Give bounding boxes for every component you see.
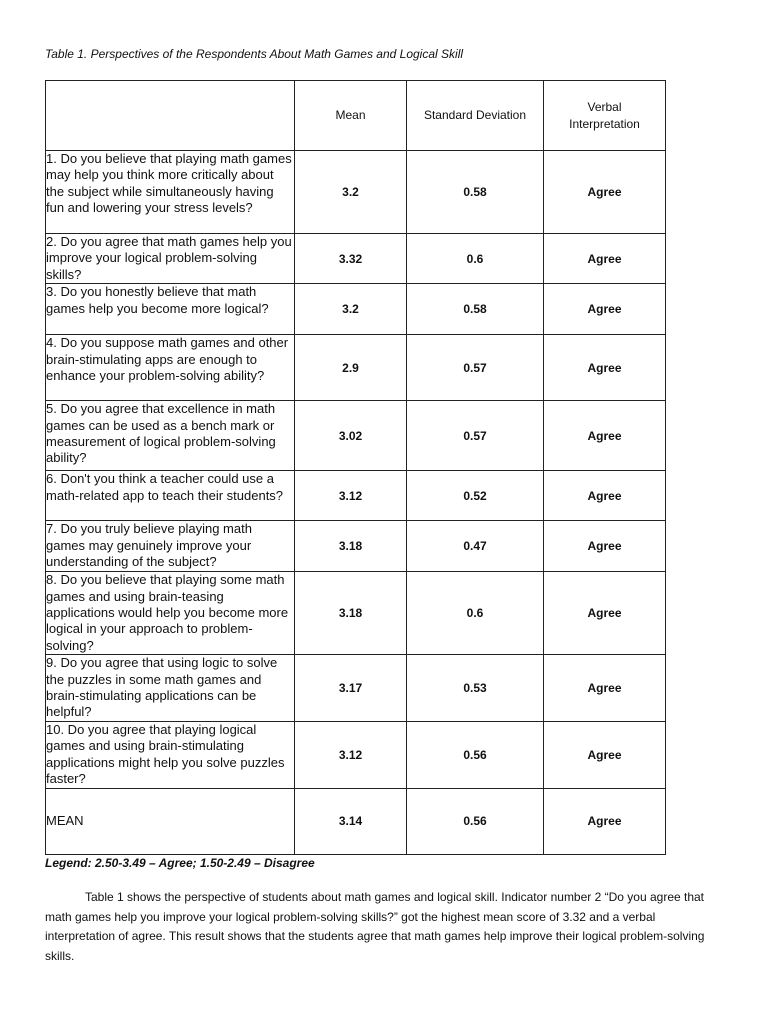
sd-cell: 0.47	[407, 521, 544, 572]
mean-cell: 3.32	[295, 234, 407, 284]
mean-cell: 3.2	[295, 284, 407, 335]
mean-cell: 3.18	[295, 521, 407, 572]
interpretation-cell: Agree	[544, 471, 666, 521]
question-cell: 8. Do you believe that playing some math games and using brain-teasing applications would help you become more logical in your approach to problem-solving?	[46, 572, 295, 655]
table-row	[46, 521, 666, 572]
header-verbal-interpretation: Verbal Interpretation	[544, 81, 666, 151]
sd-cell: 0.56	[407, 721, 544, 788]
mean-cell: 3.17	[295, 655, 407, 722]
interpretation-cell: Agree	[544, 401, 666, 471]
sd-cell: 0.53	[407, 655, 544, 722]
question-cell: 1. Do you believe that playing math games may help you think more critically about the subject while simultaneously having fun and lowering your stress levels?	[46, 151, 295, 234]
question-cell: 2. Do you agree that math games help you improve your logical problem-solving skills?	[46, 234, 295, 284]
header-standard-deviation: Standard Deviation	[407, 81, 544, 151]
interpretation-cell: Agree	[544, 335, 666, 401]
question-cell: 7. Do you truly believe playing math games may genuinely improve your understanding of the subject?	[46, 521, 295, 572]
body-paragraph: Table 1 shows the perspective of students about math games and logical skill. Indicator number 2 “Do you agree that math games help you improve your logical problem-solving skills?” got the highest mean score of 3.32 and a verbal interpretation of agree. This result shows that the students agree that math games help improve their logical problem-solving skills.	[45, 890, 705, 963]
results-table	[45, 80, 666, 855]
interpretation-cell: Agree	[544, 572, 666, 655]
question-cell: 3. Do you honestly believe that math games help you become more logical?	[46, 284, 295, 335]
sd-cell: 0.57	[407, 335, 544, 401]
table-row	[46, 721, 666, 788]
question-cell: 9. Do you agree that using logic to solve the puzzles in some math games and brain-stimulating applications can be helpful?	[46, 655, 295, 722]
sd-cell: 0.6	[407, 572, 544, 655]
table-row	[46, 572, 666, 655]
summary-mean: 3.14	[295, 788, 407, 854]
summary-row	[46, 788, 666, 854]
interpretation-cell: Agree	[544, 151, 666, 234]
interpretation-cell: Agree	[544, 655, 666, 722]
table-header-row	[46, 81, 666, 151]
interpretation-cell: Agree	[544, 521, 666, 572]
table-row	[46, 401, 666, 471]
mean-cell: 3.12	[295, 721, 407, 788]
question-cell: 10. Do you agree that playing logical games and using brain-stimulating applications might help you solve puzzles faster?	[46, 721, 295, 788]
header-mean: Mean	[295, 81, 407, 151]
table-row	[46, 655, 666, 722]
question-cell: 6. Don't you think a teacher could use a math-related app to teach their students?	[46, 471, 295, 521]
mean-cell: 2.9	[295, 335, 407, 401]
sd-cell: 0.58	[407, 151, 544, 234]
sd-cell: 0.57	[407, 401, 544, 471]
sd-cell: 0.58	[407, 284, 544, 335]
question-cell: 5. Do you agree that excellence in math games can be used as a bench mark or measurement of logical problem-solving ability?	[46, 401, 295, 471]
summary-label: MEAN	[46, 788, 295, 854]
legend: Legend: 2.50-3.49 – Agree; 1.50-2.49 – Disagree	[45, 856, 315, 870]
interpretation-cell: Agree	[544, 721, 666, 788]
table-row	[46, 471, 666, 521]
mean-cell: 3.12	[295, 471, 407, 521]
summary-sd: 0.56	[407, 788, 544, 854]
table-caption: Table 1. Perspectives of the Respondents About Math Games and Logical Skill	[45, 47, 464, 61]
table-row	[46, 335, 666, 401]
mean-cell: 3.18	[295, 572, 407, 655]
sd-cell: 0.52	[407, 471, 544, 521]
table-row	[46, 234, 666, 284]
interpretation-cell: Agree	[544, 234, 666, 284]
mean-cell: 3.2	[295, 151, 407, 234]
mean-cell: 3.02	[295, 401, 407, 471]
table-row	[46, 151, 666, 234]
question-cell: 4. Do you suppose math games and other brain-stimulating apps are enough to enhance your problem-solving ability?	[46, 335, 295, 401]
table-row	[46, 284, 666, 335]
header-question	[46, 81, 295, 151]
summary-interpretation: Agree	[544, 788, 666, 854]
interpretation-cell: Agree	[544, 284, 666, 335]
sd-cell: 0.6	[407, 234, 544, 284]
